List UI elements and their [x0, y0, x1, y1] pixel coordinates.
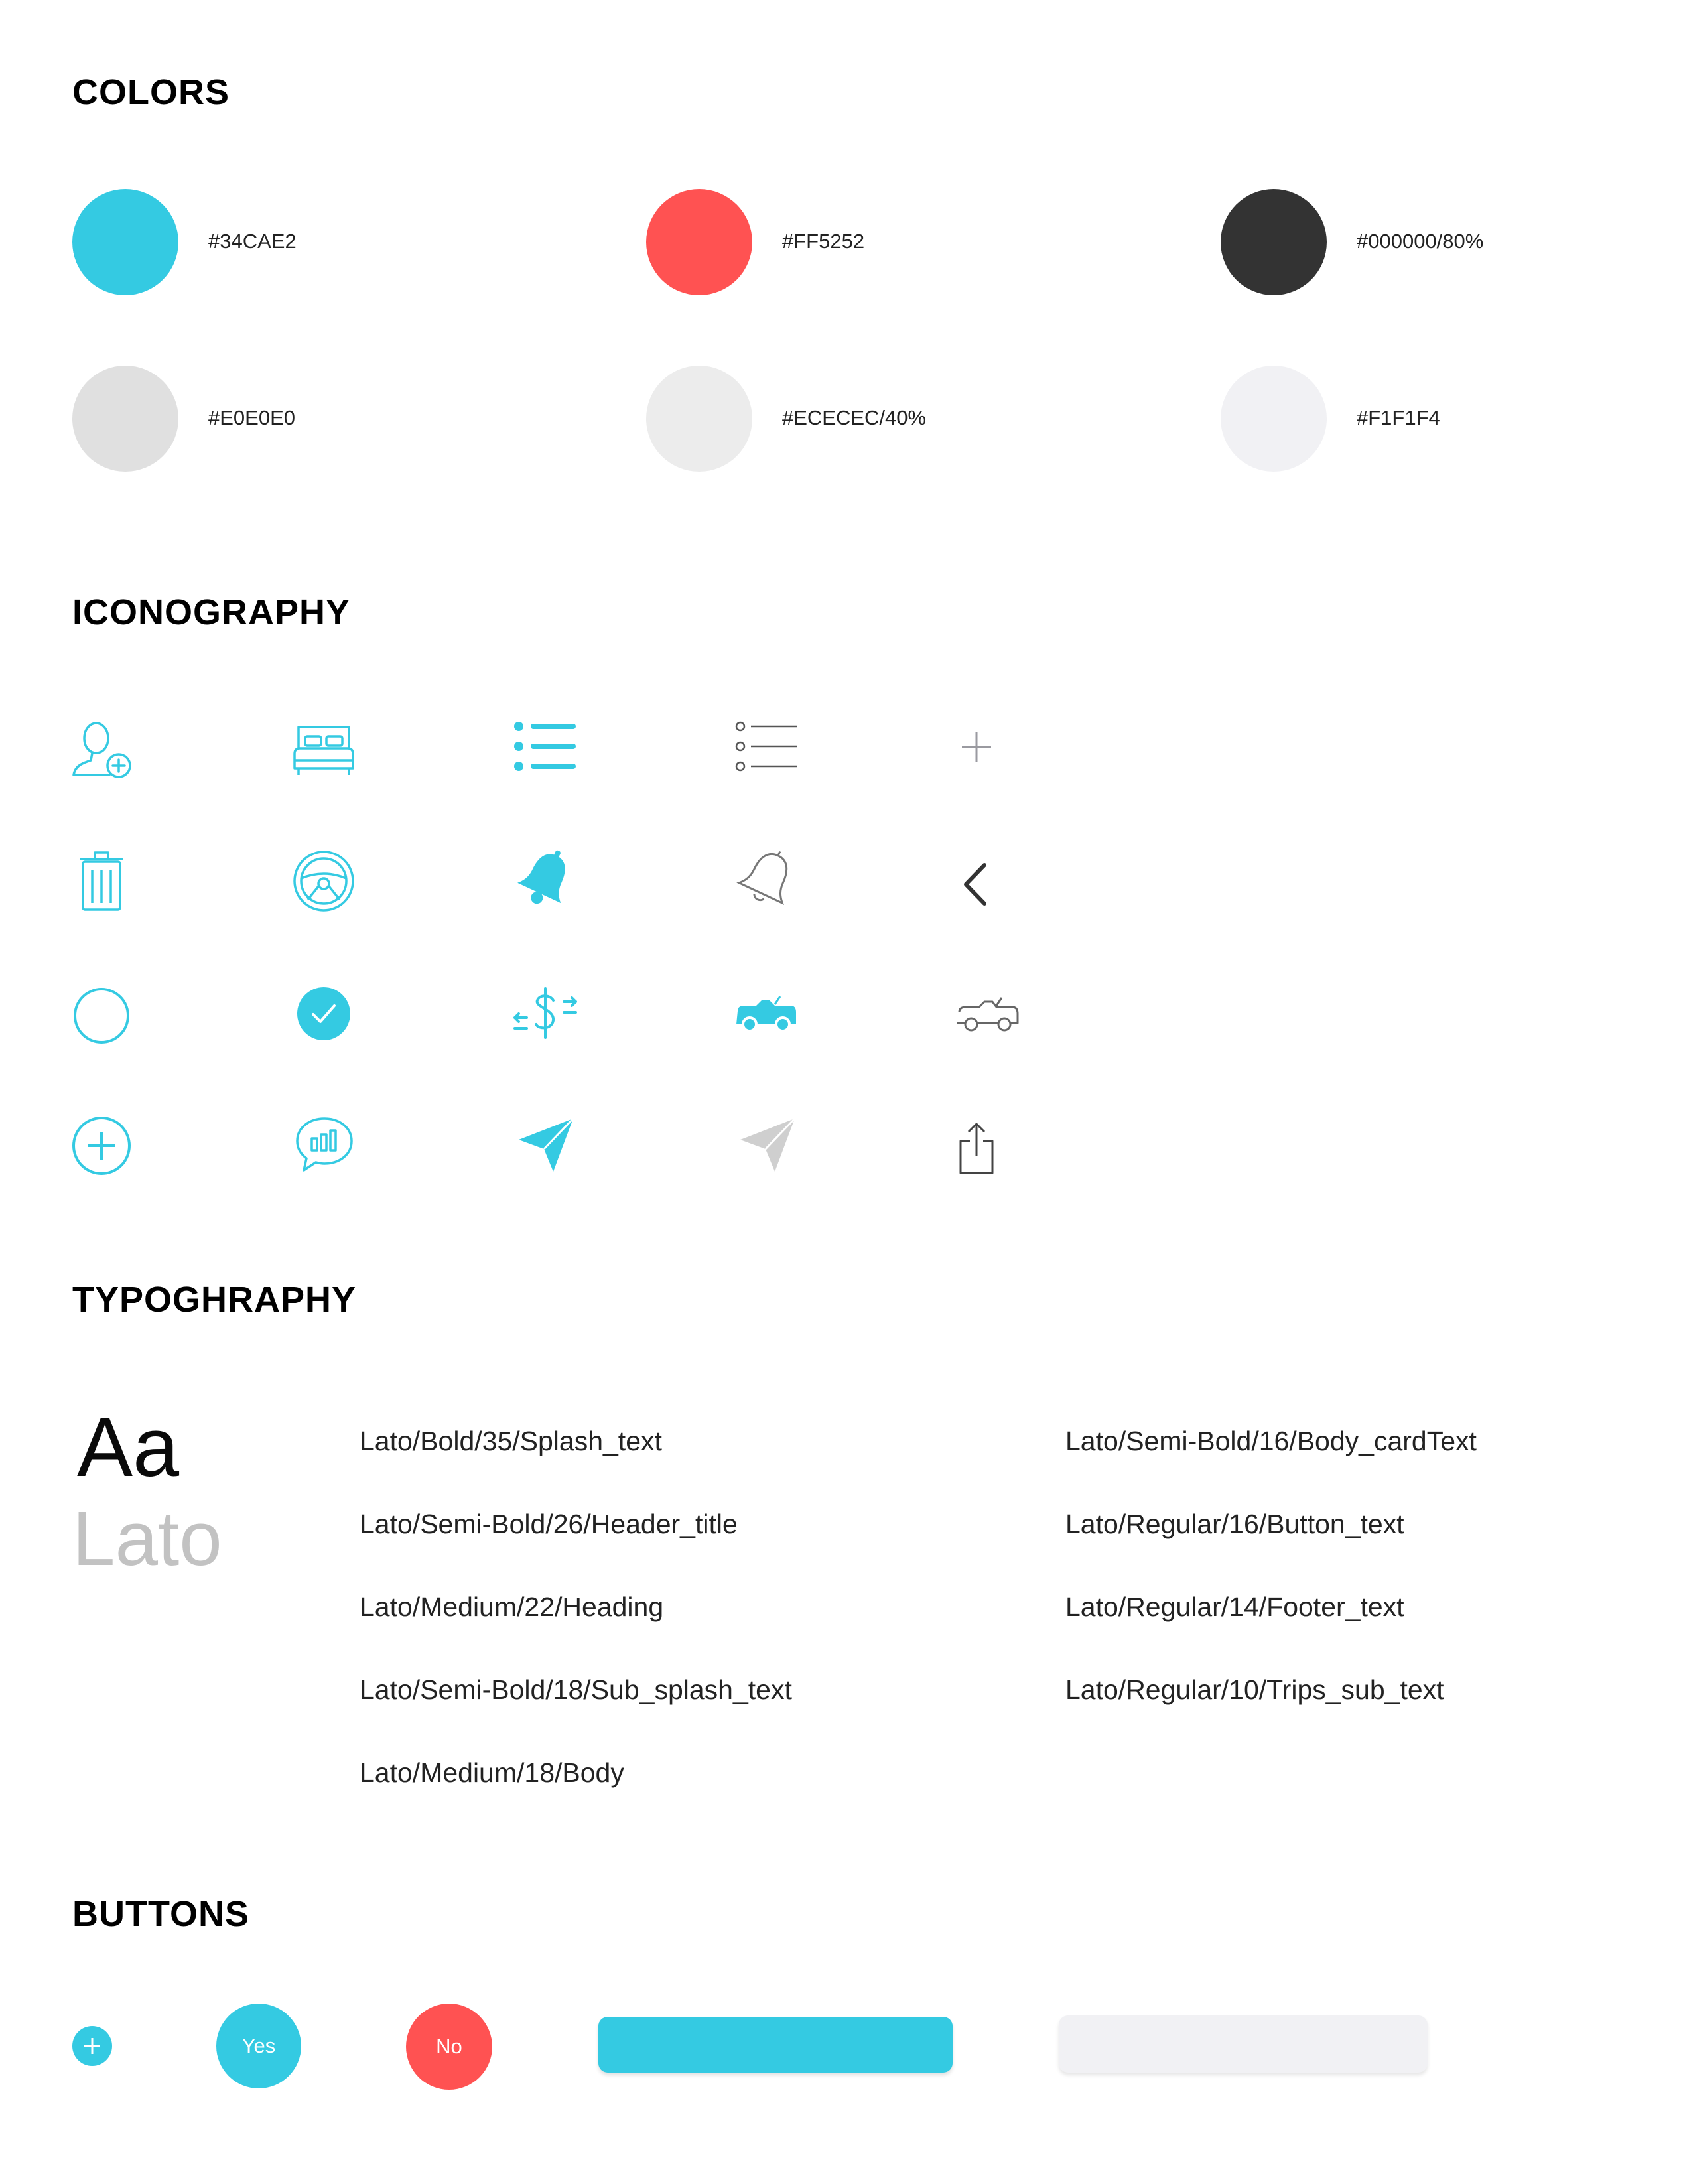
typography-section-title: TYPOGHRAPHY — [72, 1280, 357, 1320]
small-add-button[interactable] — [72, 2026, 112, 2066]
color-label-dark: #000000/80% — [1357, 230, 1484, 253]
trash-icon — [78, 850, 125, 912]
bell-outline-icon — [735, 847, 799, 913]
color-swatch-off-white — [1221, 366, 1327, 472]
type-spec-button-text: Lato/Regular/16/Button_text — [1065, 1509, 1404, 1539]
color-swatch-lighter-gray — [646, 366, 752, 472]
color-label-red: #FF5252 — [782, 230, 865, 253]
type-spec-body-card-text: Lato/Semi-Bold/16/Body_cardText — [1065, 1426, 1477, 1456]
type-spec-splash-text: Lato/Bold/35/Splash_text — [360, 1426, 662, 1456]
yes-button[interactable]: Yes — [216, 2004, 301, 2088]
colors-section-title: COLORS — [72, 72, 230, 112]
color-swatch-cyan — [72, 189, 178, 295]
radio-empty-icon[interactable] — [72, 986, 131, 1046]
secondary-wide-button[interactable] — [1059, 2015, 1428, 2073]
iconography-section-title: ICONOGRAPHY — [72, 592, 351, 632]
color-label-off-white: #F1F1F4 — [1357, 406, 1440, 429]
type-spec-heading: Lato/Medium/22/Heading — [360, 1592, 664, 1622]
color-swatch-dark — [1221, 189, 1327, 295]
list-filled-icon — [512, 717, 578, 783]
chat-chart-icon — [295, 1115, 354, 1177]
font-sample-aa: Aa — [77, 1400, 180, 1494]
color-label-cyan: #34CAE2 — [208, 230, 297, 253]
color-swatch-red — [646, 189, 752, 295]
type-spec-trips-sub-text: Lato/Regular/10/Trips_sub_text — [1065, 1674, 1444, 1705]
buttons-section-title: BUTTONS — [72, 1894, 250, 1934]
plus-icon — [959, 730, 994, 764]
send-filled-icon — [516, 1115, 576, 1174]
car-outline-icon — [955, 995, 1020, 1035]
primary-wide-button[interactable] — [598, 2017, 953, 2073]
plus-icon — [80, 2034, 104, 2058]
bell-filled-icon — [513, 847, 577, 913]
type-spec-sub-splash-text: Lato/Semi-Bold/18/Sub_splash_text — [360, 1674, 792, 1705]
steering-wheel-icon — [292, 849, 356, 913]
color-label-lighter-gray: #ECECEC/40% — [782, 406, 927, 429]
car-filled-icon — [734, 995, 799, 1035]
chevron-left-icon — [959, 861, 990, 908]
type-spec-header-title: Lato/Semi-Bold/26/Header_title — [360, 1509, 738, 1539]
bed-icon — [292, 722, 356, 779]
list-outline-icon — [734, 717, 800, 783]
checkbox-checked-icon[interactable] — [296, 986, 352, 1042]
send-gray-icon — [738, 1115, 797, 1174]
share-icon[interactable] — [958, 1121, 995, 1176]
type-spec-body: Lato/Medium/18/Body — [360, 1757, 624, 1788]
no-button[interactable]: No — [406, 2004, 492, 2090]
type-spec-footer-text: Lato/Regular/14/Footer_text — [1065, 1592, 1404, 1622]
currency-exchange-icon — [513, 986, 577, 1042]
font-sample-family: Lato — [72, 1495, 222, 1582]
add-user-icon — [70, 717, 136, 783]
color-swatch-light-gray — [72, 366, 178, 472]
color-label-light-gray: #E0E0E0 — [208, 406, 295, 429]
add-circle-icon[interactable] — [70, 1115, 133, 1177]
